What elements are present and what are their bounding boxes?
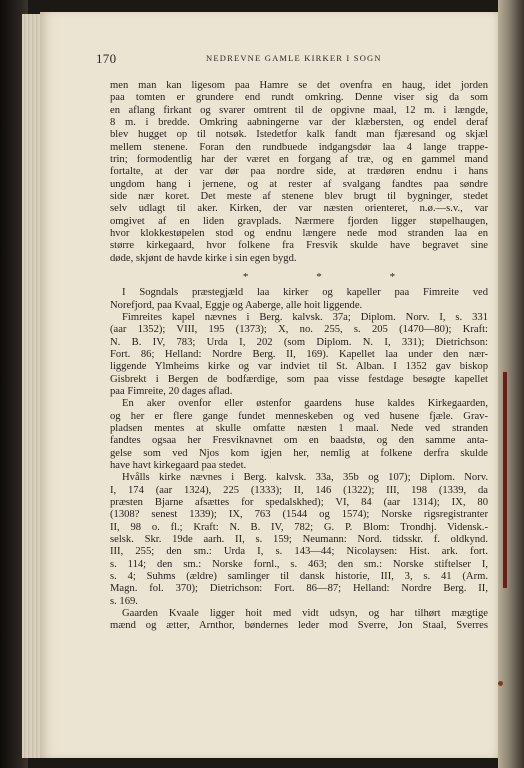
text-line: præsten Bjarne afsættes for spedalskhed); VI, 84 (aar 1314); IX, 80 — [110, 497, 488, 508]
text-line: mænd og ætter, Arnthor, bøndernes leder mod Sverre, Jon Staal, Sverres — [110, 620, 488, 632]
paragraph-3 — [110, 398, 488, 472]
text-line: I, 174 (aar 1324), 225 (1333); II, 146 (1322); III, 198 (1339, da — [110, 484, 488, 496]
text-line: og her er flere gange fundet menneskeben og ved husene fjæle. Grav- — [110, 410, 488, 422]
text-line: En aker ovenfor eller østenfor gaardens huse kaldes Kirkegaarden, — [122, 398, 488, 410]
paragraph-2 — [110, 287, 488, 398]
text-line: have havt kirkegaard paa stedet. — [110, 459, 247, 471]
text-line: men man kan ligesom paa Hamre se det ovenfra en haug, idet jorden — [110, 80, 488, 91]
stain-spot — [498, 681, 503, 686]
bookmark-ribbon — [503, 372, 507, 588]
separator-star: * — [389, 271, 396, 284]
text-line: fandtes ogsaa her Fresviknavnet om en baadstø, og den samme anta- — [110, 435, 488, 447]
text-line: selv udlagt til aker. Kirken, der var næsten orienteret, n.ø.—s.v., var — [110, 203, 488, 215]
text-line: s. 4; Suhms (ældre) samlinger til dansk historie, III, 3, s. 41 (Arm. — [110, 571, 488, 583]
separator-star: * — [242, 271, 249, 284]
text-line: III, 255; den sm.: Urda I, s. 143—44; Nicolaysen: Hist. ark. fort. — [110, 546, 488, 558]
paragraph-4 — [110, 472, 488, 608]
separator-star: * — [316, 271, 322, 284]
text-line: (1308? senest 1339); IX, 763 (1544 og 1574); Norske rigsregistranter — [110, 509, 488, 521]
text-line: døde, skjønt de havde kirke i sin egen bygd. — [110, 252, 297, 264]
facing-page-edge — [498, 0, 524, 768]
text-line: side nær koret. Det meste af stenene blev brugt til bygninger, stedet — [110, 191, 488, 203]
text-line: paa Fimreite, 20 dages aflad. — [110, 385, 233, 397]
text-line: N. B. IV, 783; Urda I, 202 (som Diplom. N. I, 331); Dietrichson: — [110, 336, 488, 348]
text-line: en aflang firkant og svarer omtrent til de opgivne maal, 12 m. i længde, — [110, 104, 488, 116]
text-line: selsk. Skr. 19de aarh. II, s. 159; Neumann: Nord. tidsskr. f. oldkynd. — [110, 534, 488, 546]
text-line: (aar 1352); VIII, 195 (1373); X, no. 255, s. 205 (1470—80); Kraft: — [110, 324, 488, 336]
section-separator — [169, 271, 429, 283]
text-line: hvor klokkestøpelen stod og endnu længere nede mod stranden laa en — [110, 228, 488, 240]
text-line: Gaarden Kvaale ligger hoit med vidt udsyn, og har tilhørt mægtige — [122, 608, 488, 620]
text-line: Magn. fol. 370); Dietrichson: Fort. 86—87; Helland: Nordre Berg. II, — [110, 583, 488, 595]
text-line: 8 m. i bredde. Omkring aabningerne var der klæbersten, og endel deraf — [110, 117, 488, 129]
text-line: omgivet af en liden gravplads. Nærmere fjorden ligger støpelhaugen, — [110, 215, 488, 227]
text-line: fortalte, at der var dør paa nordre side, at trædøren endnu i hans — [110, 166, 488, 178]
text-line: II, 98 o. fl.; Kraft: N. B. IV, 782; G. P. Blom: Trondhj. Vidensk.- — [110, 521, 488, 533]
text-line: Fimreites kapel nævnes i Berg. kalvsk. 37a; Diplom. Norv. I, s. 331 — [122, 311, 488, 323]
paragraph-5 — [110, 608, 488, 633]
text-line: større kirkegaard, hvor folkene fra Fresvik skulde have begravet sine — [110, 240, 488, 252]
text-line: Gisbrekt i Bergen de bodfærdige, som paa visse festdage besøgte kapellet — [110, 373, 488, 385]
text-line: liggende Ylmheims kirke og var indviet til St. Alban. I 1352 gav biskop — [110, 361, 488, 373]
text-line: Hvålls kirke nævnes i Berg. kalvsk. 33a, 35b og 107); Diplom. Norv. — [122, 472, 488, 484]
page-number: 170 — [96, 51, 117, 66]
text-line: mellem stenene. Foran den rundbuede indgangsdør laa 4 lange trappe- — [110, 141, 488, 153]
text-line: ungdom hang i jernene, og at rester af svalgang fandtes paa søndre — [110, 178, 488, 190]
text-line: s. 169. — [110, 595, 138, 607]
text-line: trin; formodentlig har der været en forgang af træ, og en gammel mand — [110, 154, 488, 166]
text-line: s. 114; den sm.: Norske fornl., s. 463; den sm.: Norske stiftelser I, — [110, 558, 488, 570]
text-line: paa tomten er grundere end rundt omkring. Denne viser sig da som — [110, 92, 488, 104]
paragraph-1 — [110, 80, 488, 265]
text-line: blev hugget op til notsøk. Istedetfor kalk fandt man fjæresand og skjæl — [110, 129, 488, 141]
running-head: NEDREVNE GAMLE KIRKER I SOGN — [206, 53, 382, 63]
text-line: gelse som ved Njos kom igjen her, nemlig at folkene derfra skulde — [110, 447, 488, 459]
page-body — [110, 80, 488, 633]
text-line: Norefjord, paa Kvaal, Eggje og Aaberge, alle hoit liggende. — [110, 299, 363, 311]
text-line: Fort. 86; Helland: Nordre Berg. II, 169). Kapellet laa under den nær- — [110, 348, 488, 360]
text-line: I Sogndals præstegjæld laa kirker og kapeller paa Fimreite ved — [122, 287, 488, 299]
text-line: pladsen mentes at skulle omfatte næsten 1 maal. Nede ved stranden — [110, 422, 488, 434]
